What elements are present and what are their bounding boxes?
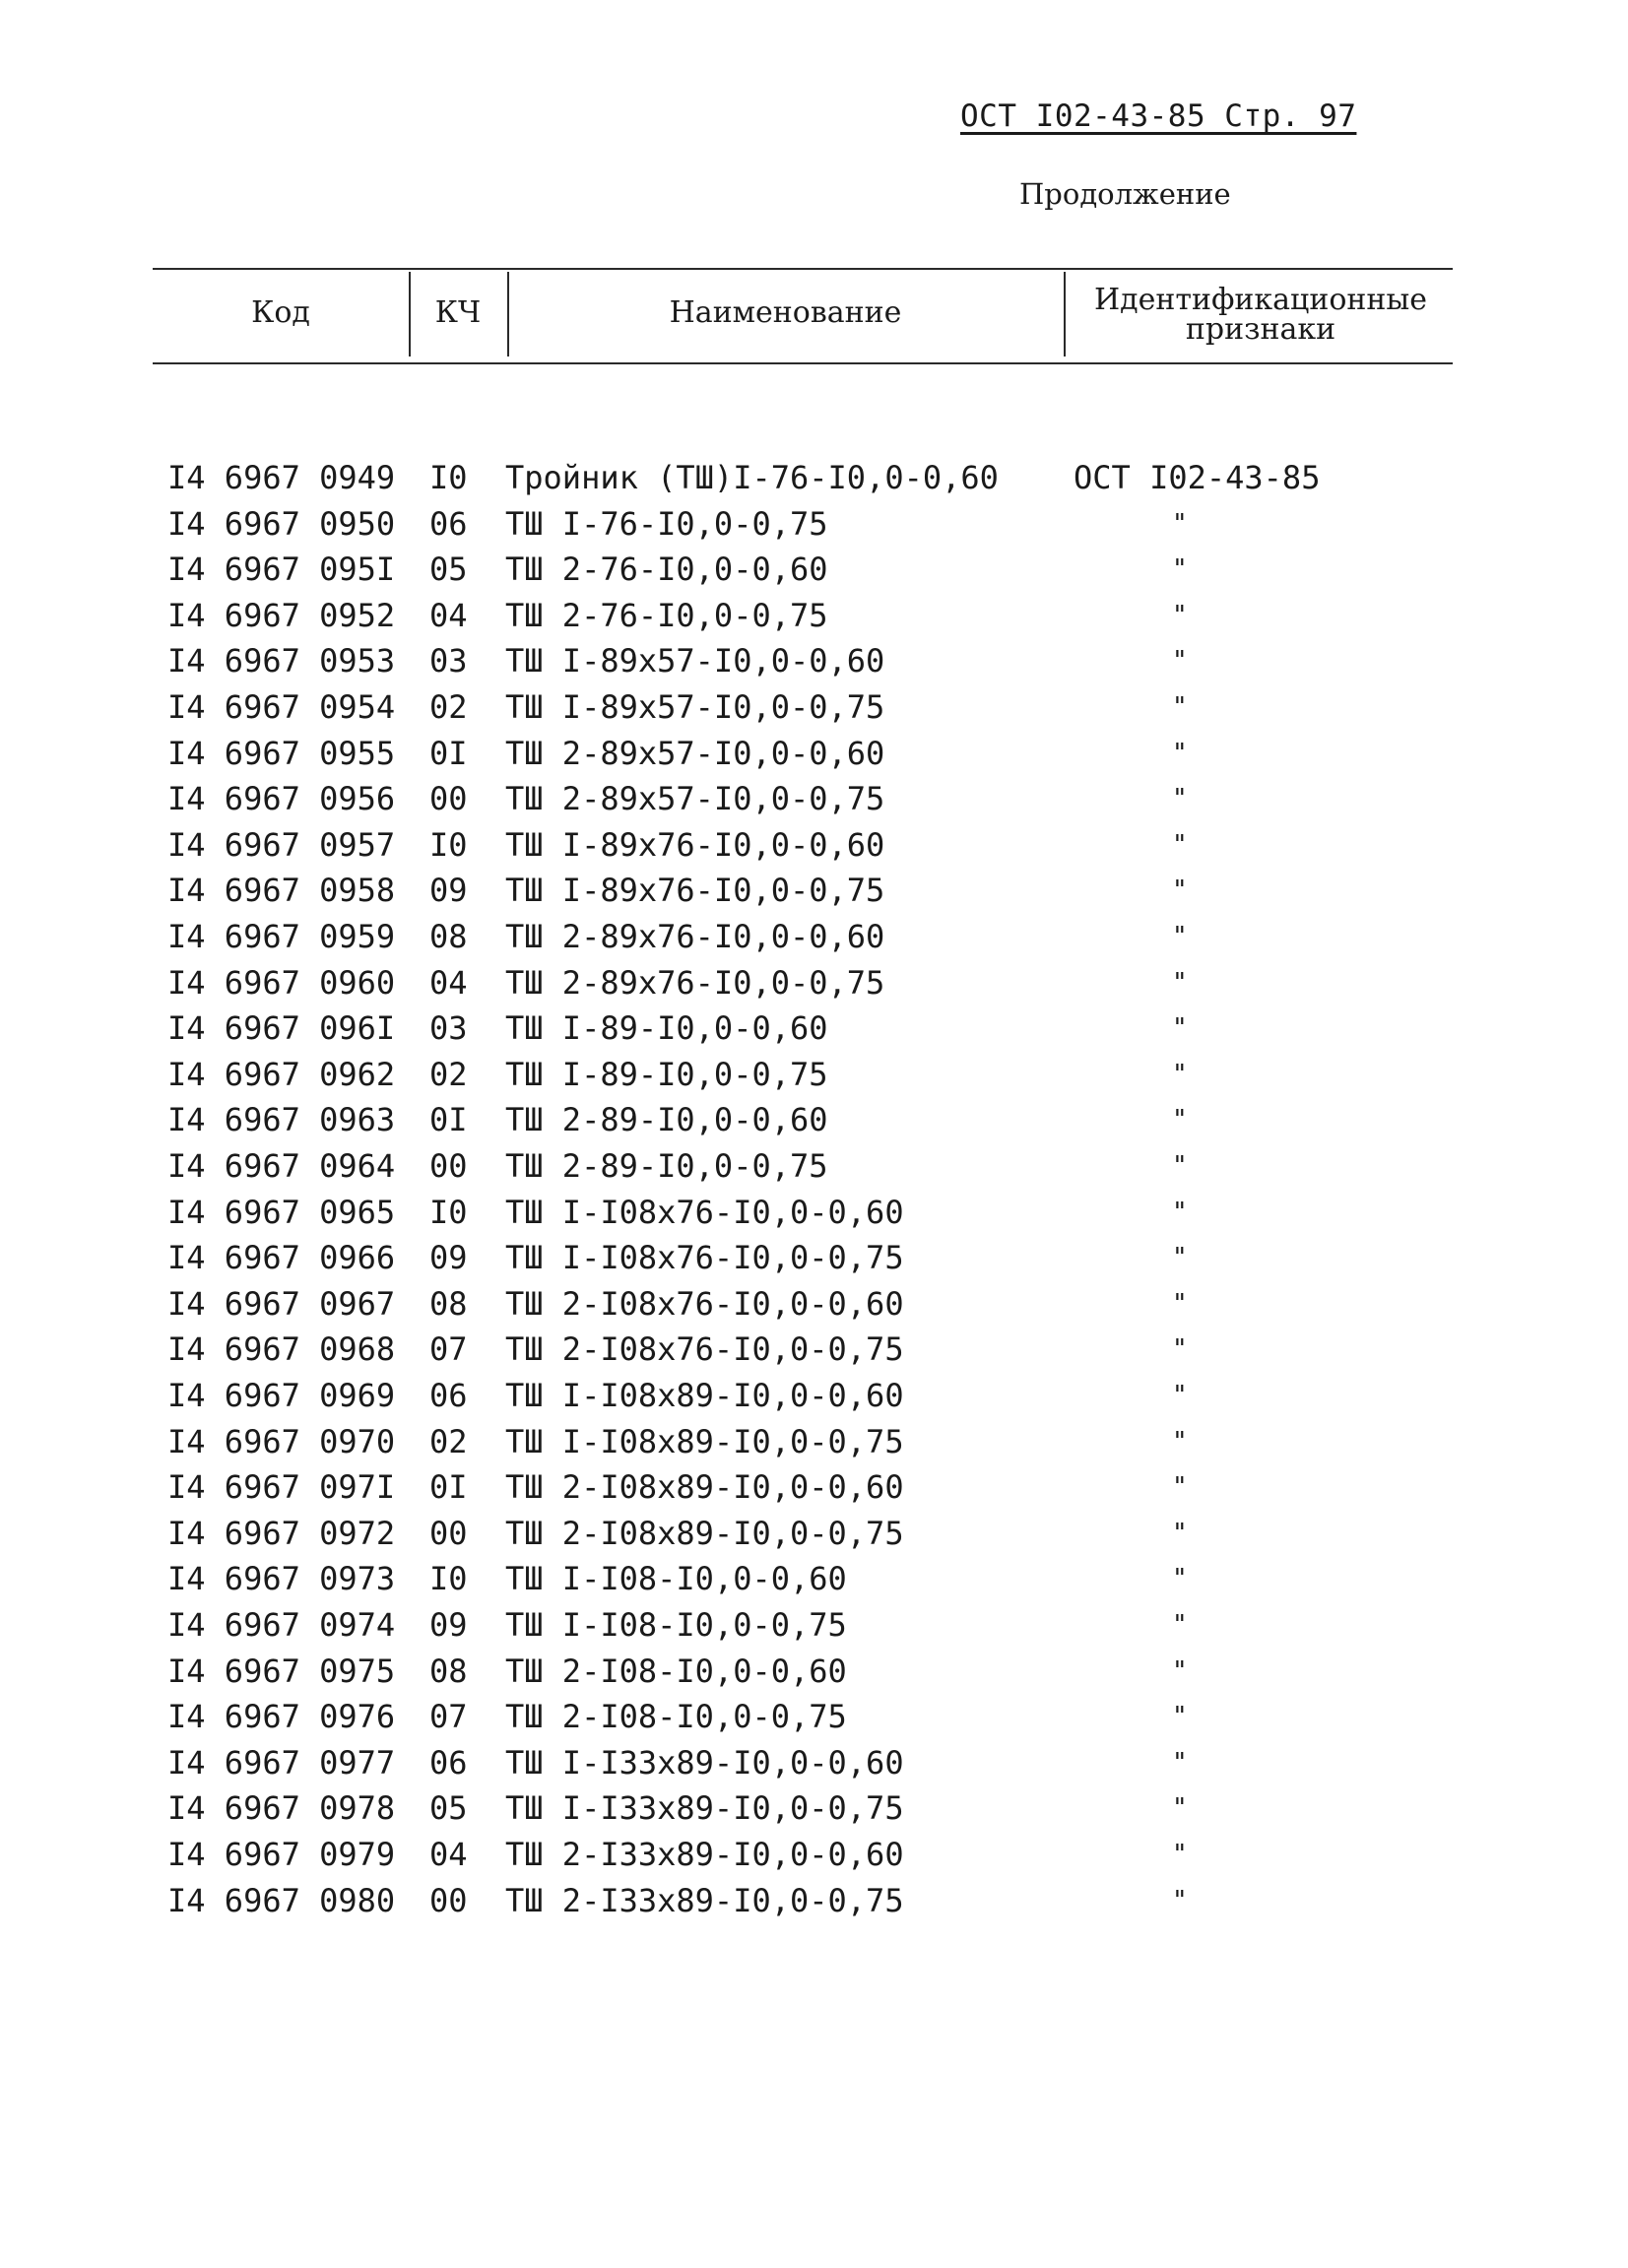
- row-identifier: ": [1172, 1105, 1188, 1135]
- page-reference: ОСТ I02-43-85 Стр. 97: [960, 98, 1357, 134]
- row-kch: 05: [429, 1789, 468, 1828]
- row-code: I4 6967 0954: [167, 688, 396, 726]
- header-divider-2: [507, 272, 509, 356]
- row-name: ТШ 2-89x76-I0,0-0,75: [505, 963, 885, 1002]
- row-identifier: ": [1172, 1059, 1188, 1089]
- row-name: ТШ 2-I08x76-I0,0-0,75: [505, 1330, 904, 1369]
- row-kch: 00: [429, 1514, 468, 1552]
- row-code: I4 6967 0949: [167, 459, 396, 496]
- row-name: ТШ 2-I08-I0,0-0,60: [505, 1652, 847, 1690]
- row-name: ТШ I-I08-I0,0-0,75: [505, 1606, 847, 1644]
- row-code: I4 6967 0972: [167, 1514, 396, 1552]
- row-kch: 02: [429, 688, 468, 726]
- row-identifier: ": [1172, 1334, 1188, 1365]
- row-name: ТШ 2-I08x89-I0,0-0,75: [505, 1514, 904, 1552]
- row-kch: 00: [429, 1881, 468, 1919]
- row-code: I4 6967 0980: [167, 1881, 396, 1919]
- row-name: ТШ 2-I08-I0,0-0,75: [505, 1698, 847, 1736]
- row-identifier: ": [1172, 922, 1188, 951]
- row-code: I4 6967 0964: [167, 1147, 396, 1185]
- row-kch: 08: [429, 1284, 468, 1323]
- row-kch: 0I: [429, 1101, 468, 1139]
- row-name: ТШ 2-I08x89-I0,0-0,60: [505, 1468, 904, 1507]
- row-code: I4 6967 0979: [167, 1836, 396, 1873]
- row-identifier: ": [1172, 1702, 1188, 1732]
- row-name: ТШ I-I08x89-I0,0-0,75: [505, 1422, 904, 1460]
- row-kch: 08: [429, 1652, 468, 1690]
- row-code: I4 6967 0957: [167, 825, 396, 864]
- row-code: I4 6967 0974: [167, 1606, 396, 1644]
- row-kch: 04: [429, 963, 468, 1002]
- row-identifier: ": [1172, 967, 1188, 998]
- row-name: ТШ I-I33x89-I0,0-0,60: [505, 1743, 904, 1782]
- row-code: I4 6967 0959: [167, 918, 396, 955]
- row-identifier: ": [1172, 1197, 1188, 1227]
- row-name: ТШ 2-89-I0,0-0,60: [505, 1101, 828, 1139]
- row-identifier: ": [1172, 1840, 1188, 1869]
- row-code: I4 6967 0962: [167, 1055, 396, 1093]
- row-identifier: ": [1172, 1610, 1188, 1640]
- header-divider-3: [1064, 272, 1066, 356]
- row-identifier: ": [1172, 1243, 1188, 1273]
- row-kch: I0: [429, 1560, 468, 1598]
- row-identifier: ": [1172, 829, 1188, 860]
- row-name: ТШ I-I08x89-I0,0-0,60: [505, 1377, 904, 1414]
- row-code: I4 6967 096I: [167, 1009, 396, 1048]
- row-identifier: ": [1172, 554, 1188, 585]
- row-code: I4 6967 0955: [167, 734, 396, 772]
- header-bottom-rule: [153, 362, 1453, 364]
- row-code: I4 6967 0978: [167, 1789, 396, 1828]
- row-name: ТШ 2-I33x89-I0,0-0,75: [505, 1881, 904, 1919]
- row-kch: I0: [429, 1193, 468, 1231]
- row-identifier: ": [1172, 1564, 1188, 1594]
- row-identifier: ": [1172, 1472, 1188, 1503]
- header-kch: КЧ: [434, 295, 482, 330]
- row-name: ТШ I-89x57-I0,0-0,60: [505, 642, 885, 680]
- row-name: ТШ I-89x76-I0,0-0,75: [505, 872, 885, 910]
- row-name: ТШ I-I08x76-I0,0-0,75: [505, 1239, 904, 1277]
- row-kch: 06: [429, 504, 468, 543]
- row-name: ТШ I-I08x76-I0,0-0,60: [505, 1193, 904, 1231]
- row-identifier: ": [1172, 1885, 1188, 1915]
- row-code: I4 6967 0973: [167, 1560, 396, 1598]
- row-kch: 02: [429, 1055, 468, 1093]
- row-kch: 03: [429, 642, 468, 680]
- row-identifier: ": [1172, 1655, 1188, 1686]
- row-identifier: ОСТ I02-43-85: [1074, 459, 1321, 496]
- row-kch: 09: [429, 872, 468, 910]
- row-code: I4 6967 0977: [167, 1743, 396, 1782]
- header-divider-1: [409, 272, 411, 356]
- row-identifier: ": [1172, 692, 1188, 722]
- row-code: I4 6967 0966: [167, 1239, 396, 1277]
- row-code: I4 6967 095I: [167, 551, 396, 589]
- row-name: ТШ I-I33x89-I0,0-0,75: [505, 1789, 904, 1828]
- row-kch: 07: [429, 1330, 468, 1369]
- row-code: I4 6967 0958: [167, 872, 396, 910]
- row-kch: 05: [429, 551, 468, 589]
- row-identifier: ": [1172, 600, 1188, 630]
- header-name: Наименование: [669, 295, 902, 330]
- row-identifier: ": [1172, 784, 1188, 814]
- row-kch: 00: [429, 1147, 468, 1185]
- header-id-line2: признаки: [1185, 312, 1336, 347]
- row-identifier: ": [1172, 508, 1188, 539]
- row-code: I4 6967 0952: [167, 596, 396, 634]
- row-code: I4 6967 0963: [167, 1101, 396, 1139]
- row-code: I4 6967 0968: [167, 1330, 396, 1369]
- header-id-line1: Идентификационные: [1093, 283, 1428, 317]
- row-name: ТШ 2-89-I0,0-0,75: [505, 1147, 828, 1185]
- row-kch: 07: [429, 1698, 468, 1736]
- row-kch: I0: [429, 825, 468, 864]
- header-code: Код: [251, 295, 310, 330]
- row-kch: 0I: [429, 734, 468, 772]
- row-name: ТШ 2-89x57-I0,0-0,60: [505, 734, 885, 772]
- header-top-rule: [153, 268, 1453, 270]
- row-identifier: ": [1172, 1747, 1188, 1778]
- row-code: I4 6967 0976: [167, 1698, 396, 1736]
- row-name: ТШ 2-89x76-I0,0-0,60: [505, 918, 885, 955]
- row-identifier: ": [1172, 875, 1188, 906]
- row-kch: 04: [429, 596, 468, 634]
- row-kch: 03: [429, 1009, 468, 1048]
- row-kch: 02: [429, 1422, 468, 1460]
- row-identifier: ": [1172, 1288, 1188, 1319]
- row-identifier: ": [1172, 1381, 1188, 1410]
- row-kch: 09: [429, 1239, 468, 1277]
- row-kch: 09: [429, 1606, 468, 1644]
- row-kch: I0: [429, 459, 468, 496]
- row-identifier: ": [1172, 1013, 1188, 1044]
- row-code: I4 6967 0975: [167, 1652, 396, 1690]
- row-code: I4 6967 097I: [167, 1468, 396, 1507]
- row-kch: 0I: [429, 1468, 468, 1507]
- row-name: ТШ I-89x76-I0,0-0,60: [505, 825, 885, 864]
- row-name: ТШ I-89-I0,0-0,75: [505, 1055, 828, 1093]
- row-name: ТШ I-I08-I0,0-0,60: [505, 1560, 847, 1598]
- row-code: I4 6967 0970: [167, 1422, 396, 1460]
- row-code: I4 6967 0965: [167, 1193, 396, 1231]
- row-identifier: ": [1172, 1518, 1188, 1548]
- row-code: I4 6967 0960: [167, 963, 396, 1002]
- row-name: ТШ 2-I33x89-I0,0-0,60: [505, 1836, 904, 1873]
- row-name: ТШ 2-I08x76-I0,0-0,60: [505, 1284, 904, 1323]
- row-name: ТШ 2-89x57-I0,0-0,75: [505, 780, 885, 818]
- row-code: I4 6967 0950: [167, 504, 396, 543]
- row-code: I4 6967 0953: [167, 642, 396, 680]
- row-name: ТШ I-89-I0,0-0,60: [505, 1009, 828, 1048]
- row-identifier: ": [1172, 1151, 1188, 1181]
- row-identifier: ": [1172, 1426, 1188, 1457]
- row-code: I4 6967 0956: [167, 780, 396, 818]
- row-identifier: ": [1172, 738, 1188, 768]
- row-name: ТШ 2-76-I0,0-0,60: [505, 551, 828, 589]
- row-kch: 06: [429, 1377, 468, 1414]
- row-code: I4 6967 0967: [167, 1284, 396, 1323]
- row-name: Тройник (ТШ)I-76-I0,0-0,60: [505, 459, 999, 496]
- row-name: ТШ I-89x57-I0,0-0,75: [505, 688, 885, 726]
- row-identifier: ": [1172, 1793, 1188, 1824]
- row-kch: 08: [429, 918, 468, 955]
- row-kch: 04: [429, 1836, 468, 1873]
- row-kch: 06: [429, 1743, 468, 1782]
- continuation-label: Продолжение: [1019, 177, 1231, 211]
- row-name: ТШ 2-76-I0,0-0,75: [505, 596, 828, 634]
- row-code: I4 6967 0969: [167, 1377, 396, 1414]
- row-kch: 00: [429, 780, 468, 818]
- row-name: ТШ I-76-I0,0-0,75: [505, 504, 828, 543]
- row-identifier: ": [1172, 646, 1188, 677]
